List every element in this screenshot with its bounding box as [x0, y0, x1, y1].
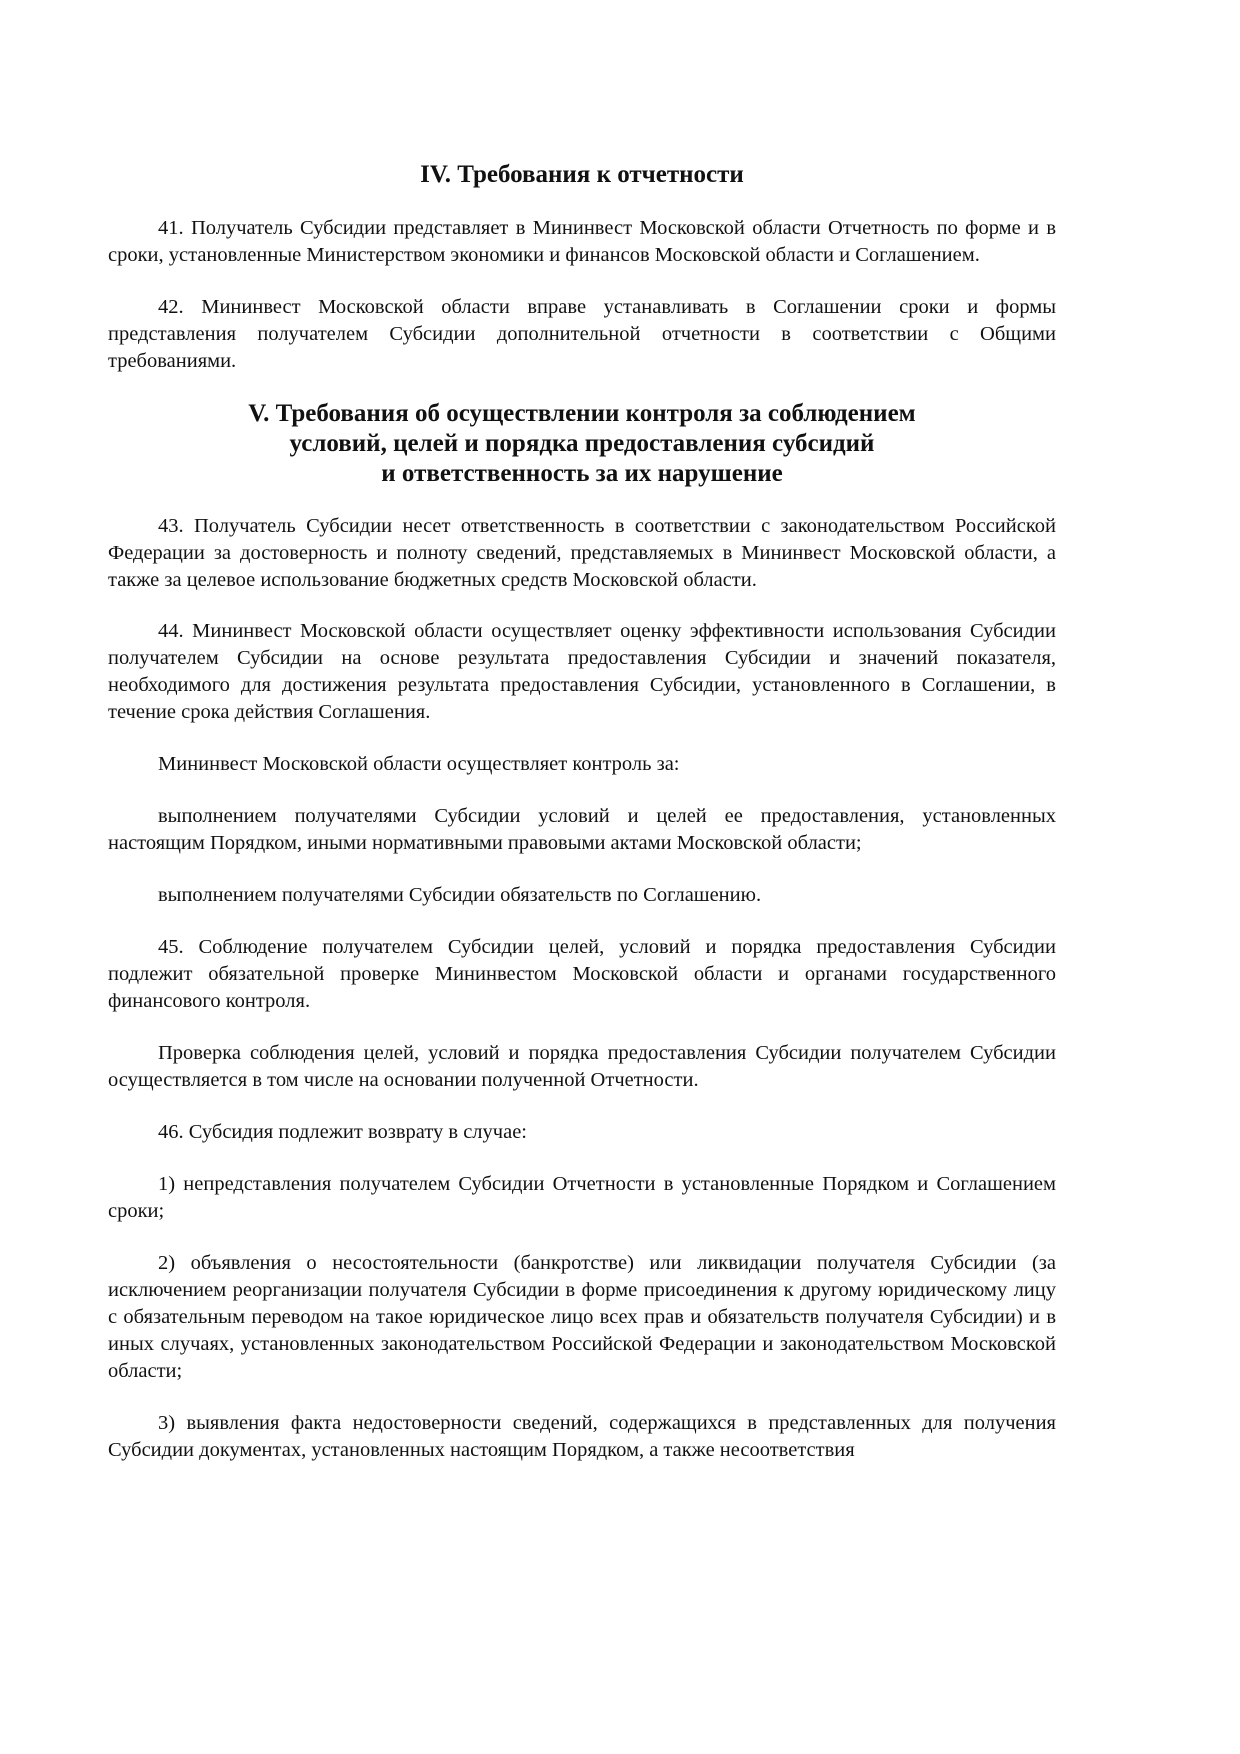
paragraph-45: 45. Соблюдение получателем Субсидии целей, условий и порядка предоставления Субсидии подлежит обязательной проверке Мининвестом Московской области и органами государственного финансового контроля.: [108, 936, 1056, 1012]
paragraph-verification: Проверка соблюдения целей, условий и порядка предоставления Субсидии получателем Субсидии осуществляется в том числе на основании полученной Отчетности.: [108, 1042, 1056, 1091]
paragraph-44: 44. Мининвест Московской области осуществляет оценку эффективности использования Субсидии получателем Субсидии на основе результата предоставления Субсидии и значений показателя, необходимого для достижения результата предоставления Субсидии, установленного в Соглашении, в течение срока действия Соглашения.: [108, 620, 1056, 723]
paragraph-control-intro: Мининвест Московской области осуществляет контроль за:: [158, 753, 680, 775]
paragraph-control-item-1: выполнением получателями Субсидии условий и целей ее предоставления, установленных настоящим Порядком, иными нормативными правовыми актами Московской области;: [108, 805, 1056, 854]
section-title-line: V. Требования об осуществлении контроля за соблюдением: [248, 400, 916, 427]
paragraph-43: 43. Получатель Субсидии несет ответственность в соответствии с законодательством Российской Федерации за достоверность и полноту сведений, представляемых в Мининвест Московской области, а также за целевое использование бюджетных средств Московской области.: [108, 515, 1056, 591]
paragraph-46-item-2: 2) объявления о несостоятельности (банкротстве) или ликвидации получателя Субсидии (за исключением реорганизации получателя Субсидии в форме присоединения к другому юридическому лицу с обязательным переводом на такое юридическое лицо всех прав и обязательств получателя Субсидии) и в иных случаях, установленных законодательством Российской Федерации и законодательством Московской области;: [108, 1252, 1056, 1382]
section-title-line: условий, целей и порядка предоставления субсидий: [289, 430, 875, 457]
paragraph-46: 46. Субсидия подлежит возврату в случае:: [158, 1121, 527, 1143]
document-page: [108, 160, 1056, 1464]
paragraph-42: 42. Мининвест Московской области вправе устанавливать в Соглашении сроки и формы представления получателем Субсидии дополнительной отчетности в соответствии с Общими требованиями.: [108, 296, 1056, 372]
paragraph-control-item-2: выполнением получателями Субсидии обязательств по Соглашению.: [158, 884, 762, 906]
paragraph-46-item-3: 3) выявления факта недостоверности сведений, содержащихся в представленных для получения Субсидии документах, установленных настоящим Порядком, а также несоответствия: [108, 1412, 1056, 1461]
section-title-iv: [108, 160, 1056, 190]
section-title-v: [108, 399, 1056, 489]
section-title-line: и ответственность за их нарушение: [381, 460, 783, 487]
paragraph-46-item-1: 1) непредставления получателем Субсидии Отчетности в установленные Порядком и Соглашением сроки;: [108, 1173, 1056, 1222]
section-title-line: IV. Требования к отчетности: [420, 161, 744, 188]
paragraph-41: 41. Получатель Субсидии представляет в Мининвест Московской области Отчетность по форме и в сроки, установленные Министерством экономики и финансов Московской области и Соглашением.: [108, 217, 1056, 266]
